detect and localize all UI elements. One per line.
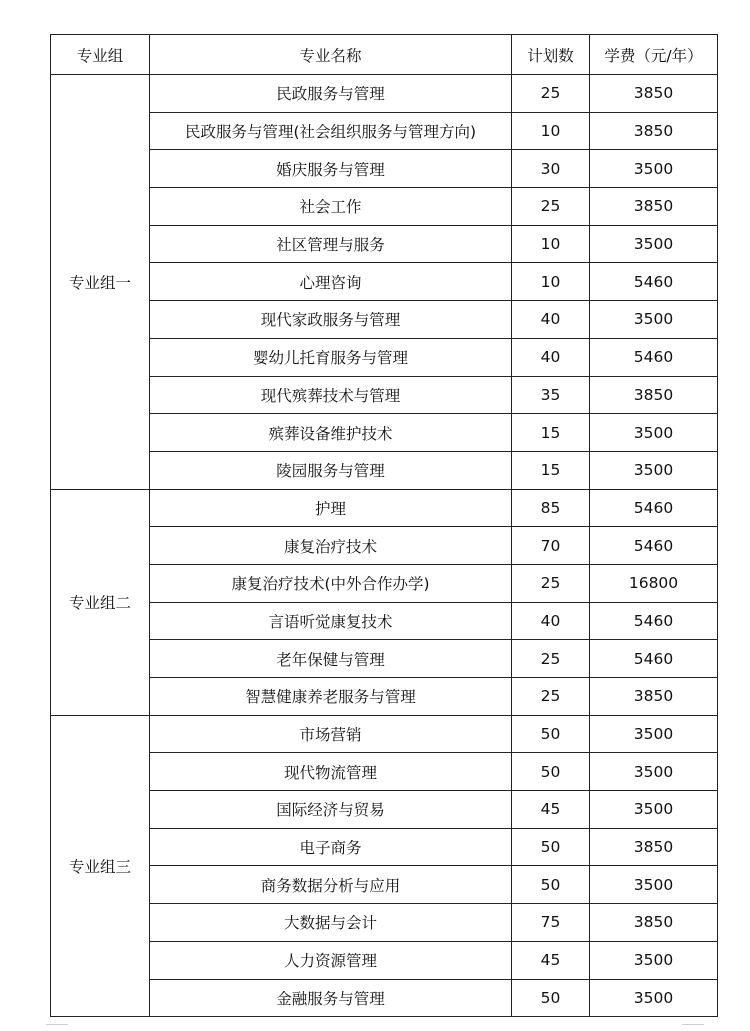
table-row <box>51 150 718 188</box>
plan-count-cell: 50 <box>512 866 590 904</box>
major-name-cell: 言语听觉康复技术 <box>150 602 512 640</box>
plan-count-cell: 10 <box>512 225 590 263</box>
plan-count-cell: 35 <box>512 376 590 414</box>
plan-count-cell: 45 <box>512 791 590 829</box>
table-row <box>51 904 718 942</box>
major-name-cell: 市场营销 <box>150 715 512 753</box>
table-row <box>51 564 718 602</box>
header-group: 专业组 <box>51 35 150 75</box>
tuition-cell: 3500 <box>590 866 718 904</box>
table-row <box>51 640 718 678</box>
header-plan-count: 计划数 <box>512 35 590 75</box>
tuition-cell: 3850 <box>590 376 718 414</box>
tuition-cell: 3850 <box>590 904 718 942</box>
plan-count-cell: 45 <box>512 941 590 979</box>
tuition-cell: 5460 <box>590 527 718 565</box>
table-row <box>51 866 718 904</box>
tuition-cell: 3850 <box>590 188 718 226</box>
header-tuition: 学费（元/年） <box>590 35 718 75</box>
tuition-cell: 3500 <box>590 150 718 188</box>
table-row <box>51 527 718 565</box>
table-row <box>51 753 718 791</box>
plan-count-cell: 75 <box>512 904 590 942</box>
tuition-cell: 3500 <box>590 791 718 829</box>
tuition-cell: 5460 <box>590 263 718 301</box>
group-name-cell: 专业组三 <box>51 715 150 1017</box>
enrollment-table <box>50 34 718 1017</box>
plan-count-cell: 10 <box>512 112 590 150</box>
table-row <box>51 489 718 527</box>
plan-count-cell: 50 <box>512 715 590 753</box>
plan-count-cell: 85 <box>512 489 590 527</box>
plan-count-cell: 50 <box>512 753 590 791</box>
group-name-cell: 专业组一 <box>51 75 150 490</box>
tuition-cell: 3500 <box>590 301 718 339</box>
plan-count-cell: 50 <box>512 979 590 1017</box>
plan-count-cell: 40 <box>512 301 590 339</box>
table-row <box>51 338 718 376</box>
tuition-cell: 3500 <box>590 225 718 263</box>
major-name-cell: 殡葬设备维护技术 <box>150 414 512 452</box>
group-name-cell: 专业组二 <box>51 489 150 715</box>
tuition-cell: 5460 <box>590 489 718 527</box>
major-name-cell: 现代家政服务与管理 <box>150 301 512 339</box>
tuition-cell: 3500 <box>590 715 718 753</box>
plan-count-cell: 40 <box>512 602 590 640</box>
table-row <box>51 979 718 1017</box>
table-row <box>51 941 718 979</box>
table-row <box>51 263 718 301</box>
major-name-cell: 康复治疗技术(中外合作办学) <box>150 564 512 602</box>
table-row <box>51 414 718 452</box>
plan-count-cell: 15 <box>512 414 590 452</box>
major-name-cell: 现代物流管理 <box>150 753 512 791</box>
plan-count-cell: 70 <box>512 527 590 565</box>
plan-count-cell: 25 <box>512 564 590 602</box>
table-row <box>51 791 718 829</box>
table-row <box>51 828 718 866</box>
tuition-cell: 3850 <box>590 678 718 716</box>
major-name-cell: 护理 <box>150 489 512 527</box>
plan-count-cell: 25 <box>512 188 590 226</box>
tuition-cell: 3500 <box>590 941 718 979</box>
major-name-cell: 金融服务与管理 <box>150 979 512 1017</box>
tuition-cell: 3500 <box>590 753 718 791</box>
tuition-cell: 3500 <box>590 414 718 452</box>
table-row <box>51 678 718 716</box>
major-name-cell: 社区管理与服务 <box>150 225 512 263</box>
major-name-cell: 社会工作 <box>150 188 512 226</box>
major-name-cell: 婴幼儿托育服务与管理 <box>150 338 512 376</box>
major-name-cell: 陵园服务与管理 <box>150 451 512 489</box>
table-row <box>51 225 718 263</box>
plan-count-cell: 25 <box>512 75 590 113</box>
plan-count-cell: 25 <box>512 640 590 678</box>
table-row <box>51 602 718 640</box>
header-row <box>51 35 718 75</box>
tuition-cell: 3500 <box>590 979 718 1017</box>
major-name-cell: 婚庆服务与管理 <box>150 150 512 188</box>
table-header <box>51 35 718 75</box>
tuition-cell: 16800 <box>590 564 718 602</box>
plan-count-cell: 40 <box>512 338 590 376</box>
table-row <box>51 376 718 414</box>
tuition-cell: 5460 <box>590 602 718 640</box>
tuition-cell: 5460 <box>590 640 718 678</box>
plan-count-cell: 25 <box>512 678 590 716</box>
table-row <box>51 301 718 339</box>
plan-count-cell: 30 <box>512 150 590 188</box>
major-name-cell: 老年保健与管理 <box>150 640 512 678</box>
plan-count-cell: 10 <box>512 263 590 301</box>
major-name-cell: 心理咨询 <box>150 263 512 301</box>
table-row <box>51 188 718 226</box>
tuition-cell: 3850 <box>590 112 718 150</box>
major-name-cell: 康复治疗技术 <box>150 527 512 565</box>
major-name-cell: 民政服务与管理(社会组织服务与管理方向) <box>150 112 512 150</box>
major-name-cell: 民政服务与管理 <box>150 75 512 113</box>
tuition-cell: 5460 <box>590 338 718 376</box>
major-name-cell: 电子商务 <box>150 828 512 866</box>
table-body <box>51 75 718 1017</box>
tuition-cell: 3850 <box>590 75 718 113</box>
major-name-cell: 大数据与会计 <box>150 904 512 942</box>
table-row <box>51 75 718 113</box>
plan-count-cell: 15 <box>512 451 590 489</box>
major-name-cell: 智慧健康养老服务与管理 <box>150 678 512 716</box>
plan-count-cell: 50 <box>512 828 590 866</box>
table-row <box>51 451 718 489</box>
tuition-cell: 3850 <box>590 828 718 866</box>
major-name-cell: 人力资源管理 <box>150 941 512 979</box>
table-row <box>51 715 718 753</box>
major-name-cell: 国际经济与贸易 <box>150 791 512 829</box>
major-name-cell: 商务数据分析与应用 <box>150 866 512 904</box>
tuition-cell: 3500 <box>590 451 718 489</box>
header-major-name: 专业名称 <box>150 35 512 75</box>
major-name-cell: 现代殡葬技术与管理 <box>150 376 512 414</box>
table-row <box>51 112 718 150</box>
